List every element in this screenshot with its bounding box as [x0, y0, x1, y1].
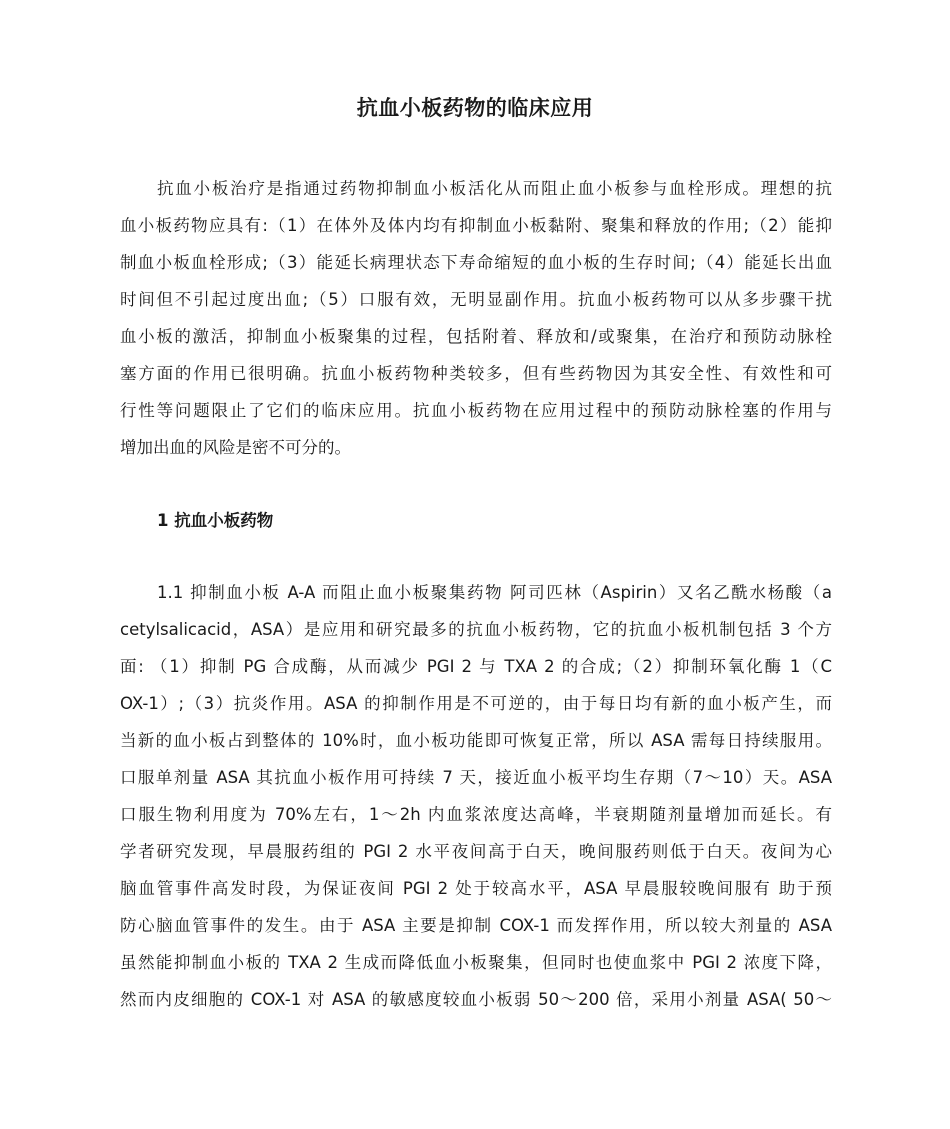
text-line: 时间但不引起过度出血;（5）口服有效，无明显副作用。抗血小板药物可以从多步骤干扰 — [120, 290, 832, 309]
text-line: 血小板药物应具有:（1）在体外及体内均有抑制血小板黏附、聚集和释放的作用;（2）能抑 — [120, 216, 832, 235]
subsection-paragraph — [120, 574, 832, 1018]
text-line: 塞方面的作用已很明确。抗血小板药物种类较多，但有些药物因为其安全性、有效性和可 — [120, 364, 832, 383]
text-line: 当新的血小板占到整体的 10%时，血小板功能即可恢复正常，所以 ASA 需每日持续服用。 — [120, 731, 832, 750]
text-line: 增加出血的风险是密不可分的。 — [120, 438, 351, 457]
text-line: 面: （1）抑制 PG 合成酶，从而减少 PGI 2 与 TXA 2 的合成;（2）抑制环氧化酶 1（C — [120, 657, 832, 676]
text-line: 抗血小板治疗是指通过药物抑制血小板活化从而阻止血小板参与血栓形成。理想的抗 — [157, 179, 832, 198]
text-line: 学者研究发现，早晨服药组的 PGI 2 水平夜间高于白天，晚间服药则低于白天。夜间为心 — [120, 842, 832, 861]
text-line: cetylsalicacid，ASA）是应用和研究最多的抗血小板药物，它的抗血小板机制包括 3 个方 — [120, 620, 832, 639]
text-line: 1.1 抑制血小板 A-A 而阻止血小板聚集药物 阿司匹林（Aspirin）又名乙酰水杨酸（a — [157, 583, 832, 602]
text-line: 制血小板血栓形成;（3）能延长病理状态下寿命缩短的血小板的生存时间;（4）能延长出血 — [120, 253, 832, 272]
text-line: 脑血管事件高发时段，为保证夜间 PGI 2 处于较高水平，ASA 早晨服较晚间服有 助于预 — [120, 879, 832, 898]
text-line: 口服生物利用度为 70%左右，1～2h 内血浆浓度达高峰，半衰期随剂量增加而延长。有 — [120, 805, 832, 824]
text-line: 口服单剂量 ASA 其抗血小板作用可持续 7 天，接近血小板平均生存期（7～10）天。ASA — [120, 768, 832, 787]
text-line: OX-1）;（3）抗炎作用。ASA 的抑制作用是不可逆的，由于每日均有新的血小板产生，而 — [120, 694, 832, 713]
text-line: 行性等问题限止了它们的临床应用。抗血小板药物在应用过程中的预防动脉栓塞的作用与 — [120, 401, 832, 420]
text-line: 防心脑血管事件的发生。由于 ASA 主要是抑制 COX-1 而发挥作用，所以较大剂量的 ASA — [120, 916, 832, 935]
document-title: 抗血小板药物的临床应用 — [356, 96, 594, 120]
section-heading: 1 抗血小板药物 — [157, 511, 274, 530]
text-line: 血小板的激活，抑制血小板聚集的过程，包括附着、释放和/或聚集，在治疗和预防动脉栓 — [120, 327, 832, 346]
intro-paragraph — [120, 170, 832, 466]
text-line: 虽然能抑制血小板的 TXA 2 生成而降低血小板聚集，但同时也使血浆中 PGI 2 浓度下降， — [120, 953, 832, 972]
text-line: 然而内皮细胞的 COX-1 对 ASA 的敏感度较血小板弱 50～200 倍，采用小剂量 ASA( 50～ — [120, 990, 832, 1009]
